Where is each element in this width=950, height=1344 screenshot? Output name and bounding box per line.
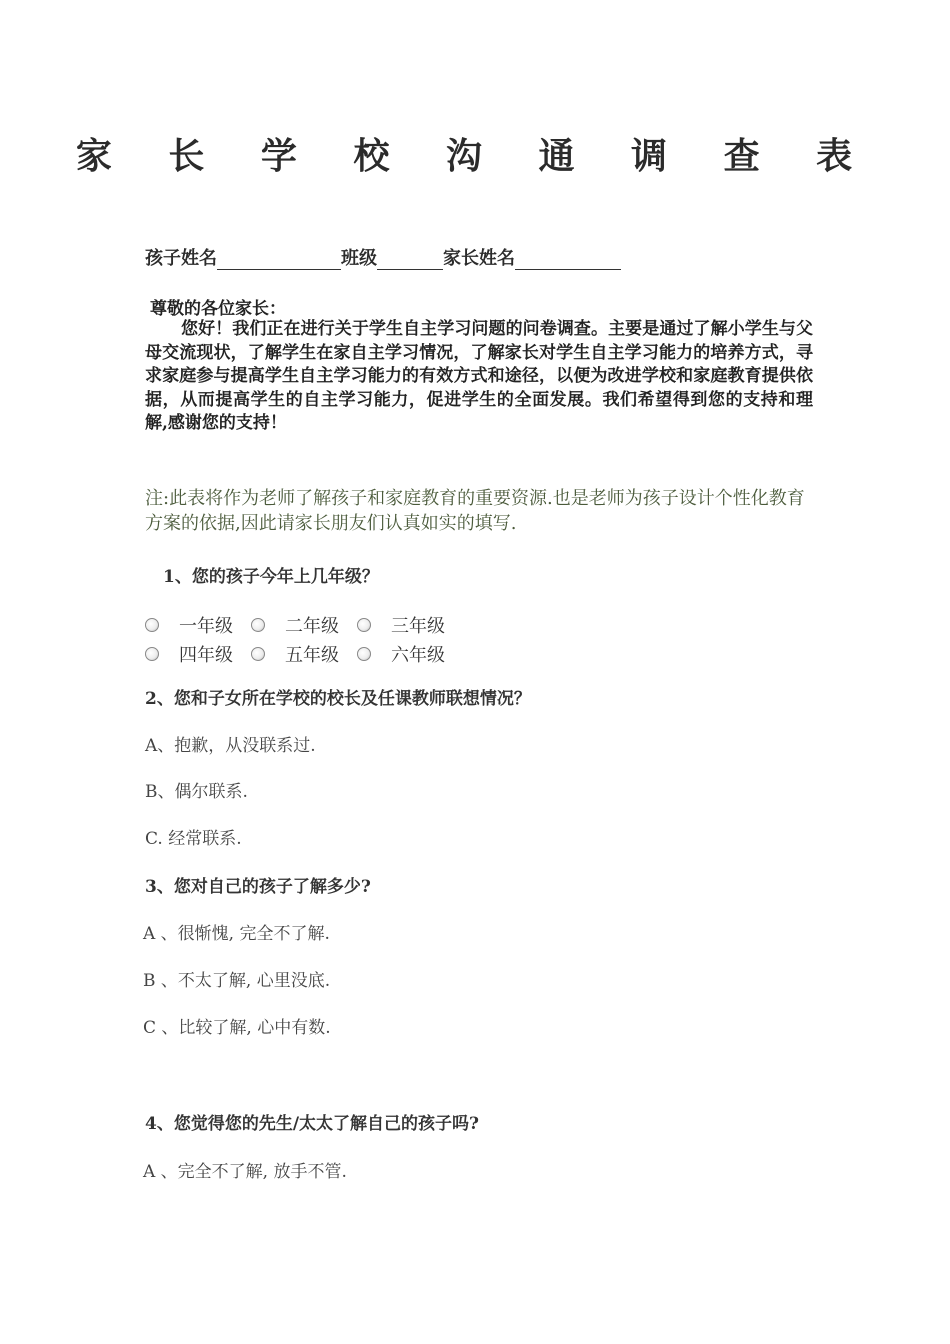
q2-answer-b: B、偶尔联系. <box>145 782 248 802</box>
page-title: 家 长 学 校 沟 通 调 查 表 <box>75 135 875 177</box>
question-4: 4、您觉得您的先生/太太了解自己的孩子吗? <box>145 1114 479 1134</box>
option-grade-3: 三年级 <box>391 616 445 637</box>
note: 注:此表将作为老师了解孩子和家庭教育的重要资源.也是老师为孩子设计个性化教育方案的依据,因此请家长朋友们认真如实的填写. <box>145 488 805 534</box>
option-grade-6: 六年级 <box>391 645 445 666</box>
radio-grade-5[interactable] <box>251 647 265 661</box>
class-field[interactable] <box>377 251 443 270</box>
question-1: 1、您的孩子今年上几年级？ <box>163 567 379 587</box>
radio-grade-3[interactable] <box>357 618 371 632</box>
radio-grade-4[interactable] <box>145 647 159 661</box>
class-label: 班级 <box>341 248 377 269</box>
option-grade-5: 五年级 <box>285 645 339 666</box>
radio-grade-1[interactable] <box>145 618 159 632</box>
radio-grade-2[interactable] <box>251 618 265 632</box>
q3-answer-c: C 、比较了解, 心中有数. <box>143 1018 331 1038</box>
option-grade-2: 二年级 <box>285 616 339 637</box>
question-3: 3、您对自己的孩子了解多少? <box>145 877 371 897</box>
option-grade-1: 一年级 <box>179 616 233 637</box>
q1-options-row-1 <box>145 612 463 638</box>
child-name-field[interactable] <box>217 251 341 270</box>
q1-options-row-2 <box>145 641 463 667</box>
q2-answer-c: C. 经常联系. <box>145 829 242 849</box>
greeting: 尊敬的各位家长： <box>150 299 286 319</box>
q4-answer-a: A 、完全不了解, 放手不管. <box>143 1162 347 1182</box>
letter-body: 您好！我们正在进行关于学生自主学习问题的问卷调查。主要是通过了解小学生与父母交流现状，了解学生在家自主学习情况，了解家长对学生自主学习能力的培养方式，寻求家庭参与提高学生自主学习能力的有效方式和途径，以便为改进学校和家庭教育提供依据，从而提高学生的自主学习能力，促进学生的全面发展。我们希望得到您的支持和理解,感谢您的支持！ <box>145 319 813 433</box>
parent-name-field[interactable] <box>515 251 621 270</box>
q3-answer-b: B 、不太了解, 心里没底. <box>143 971 331 991</box>
parent-name-label: 家长姓名 <box>443 248 515 269</box>
q2-answer-a: A、抱歉，从没联系过. <box>145 736 316 756</box>
info-line <box>145 244 621 270</box>
question-2: 2、您和子女所在学校的校长及任课教师联想情况？ <box>145 689 531 709</box>
radio-grade-6[interactable] <box>357 647 371 661</box>
option-grade-4: 四年级 <box>179 645 233 666</box>
q3-answer-a: A 、很惭愧, 完全不了解. <box>143 924 330 944</box>
child-name-label: 孩子姓名 <box>145 248 217 269</box>
